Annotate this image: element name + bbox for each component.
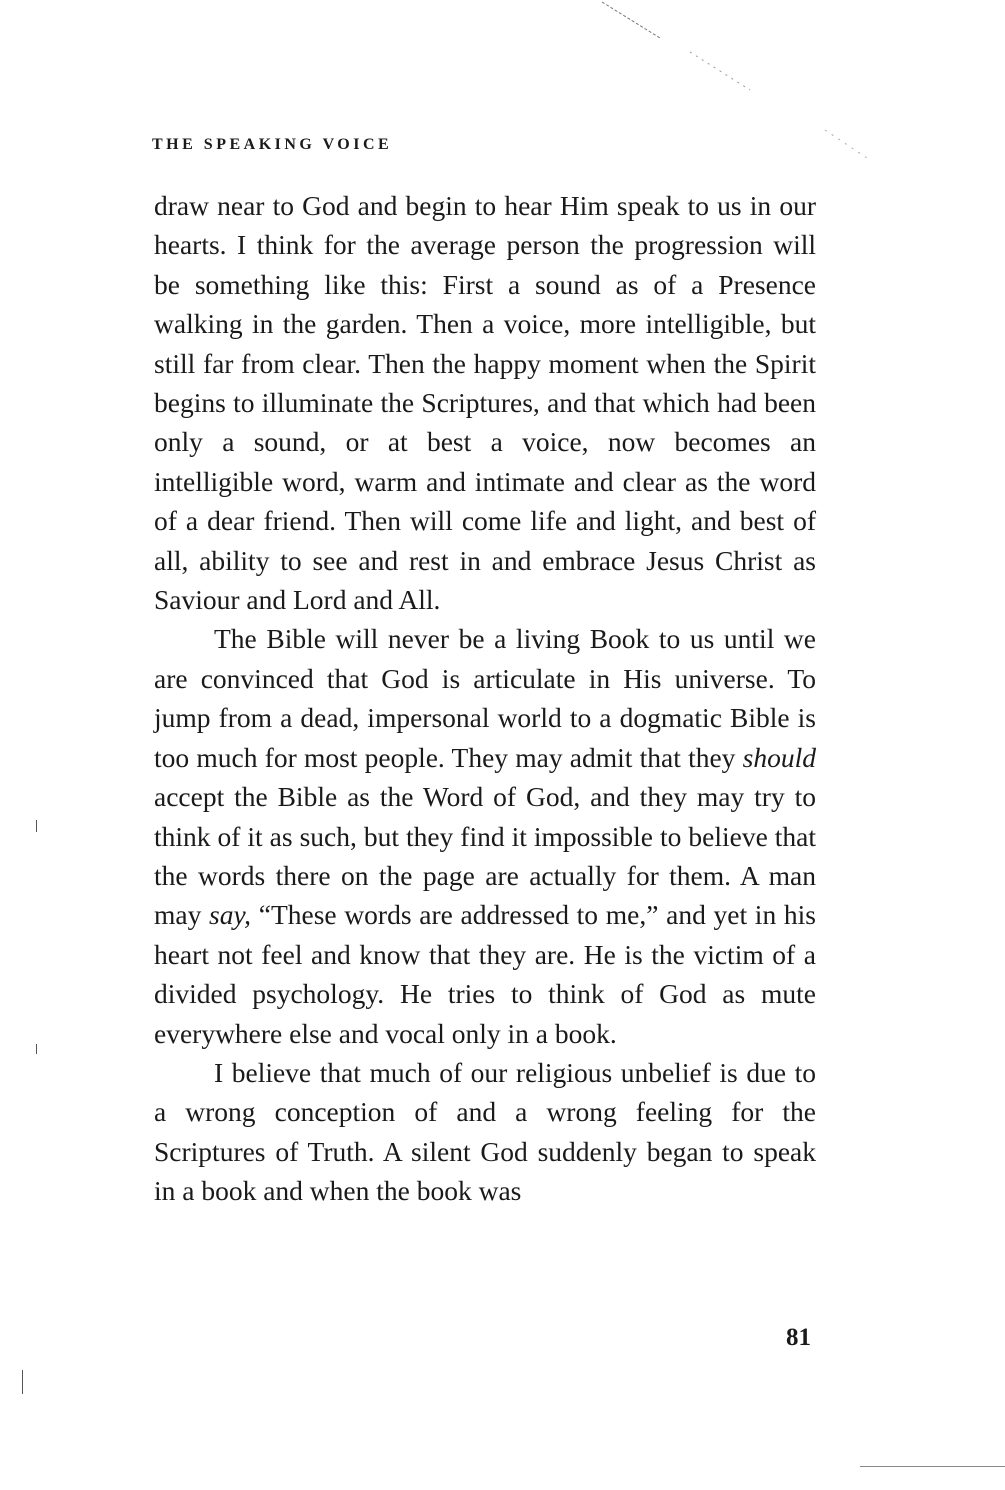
italic-text: should bbox=[742, 741, 816, 773]
scan-mark bbox=[22, 1370, 23, 1394]
text-run: “These words are addressed to me,” and yet in his heart not feel and know that they are. He is the victim of a divided psychology. He tries to think of God as mute everywhere else and vocal only in a book. bbox=[154, 899, 816, 1049]
scan-smudge bbox=[600, 0, 1005, 200]
body-text bbox=[154, 186, 816, 1211]
paragraph bbox=[154, 1053, 816, 1211]
running-head: THE SPEAKING VOICE bbox=[152, 136, 393, 153]
italic-text: say, bbox=[209, 899, 252, 931]
text-run: accept the Bible as the Word of God, and they may try to think of it as such, but they find it impossible to believe that the words there on the page are actually for them. A man may bbox=[154, 781, 816, 931]
scan-line bbox=[860, 1466, 1005, 1467]
text-run: I believe that much of our religious unbelief is due to a wrong conception of and a wrong feeling for the Scriptures of Truth. A silent God suddenly began to speak in a book and when the book was bbox=[154, 1056, 816, 1207]
scan-mark bbox=[36, 820, 37, 832]
paragraph bbox=[154, 619, 816, 1052]
page-number: 81 bbox=[786, 1324, 811, 1351]
text-run: The Bible will never be a living Book to us until we are convinced that God is articulate in His universe. To jump from a dead, impersonal world to a dogmatic Bible is too much for most people. They may admit that they bbox=[154, 623, 816, 773]
scan-mark bbox=[36, 1044, 37, 1054]
paragraph bbox=[154, 186, 816, 619]
text-run: draw near to God and begin to hear Him speak to us in our hearts. I think for the average person the progression will be something like this: First a sound as of a Presence walking in the garden. Then a voice, more intelligible, but still far from clear. Then the happy moment when the Spirit begins to illuminate the Scriptures, and that which had been only a sound, or at best a voice, now becomes an intelligible word, warm and intimate and clear as the word of a dear friend. Then will come life and light, and best of all, ability to see and rest in and embrace Jesus Christ as Saviour and Lord and All. bbox=[154, 190, 816, 616]
